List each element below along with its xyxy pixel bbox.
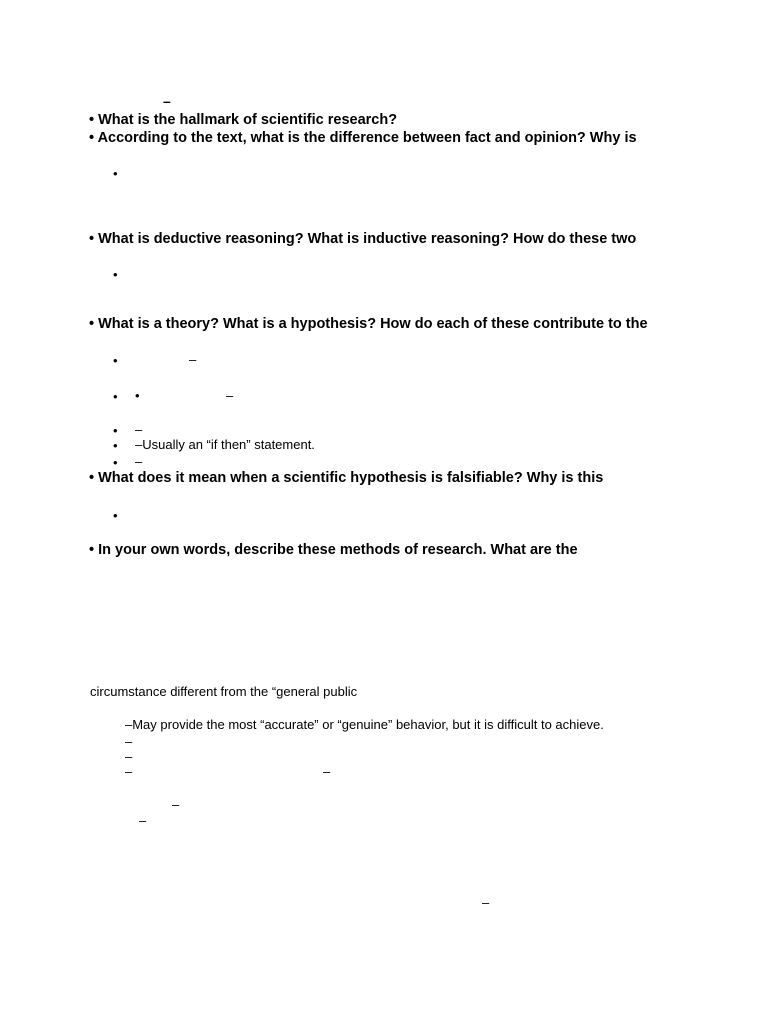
bullet: • (113, 267, 118, 282)
dash: – (139, 813, 147, 828)
dash: – (172, 797, 180, 812)
question-falsifiable: • What does it mean when a scientific hypothesis is falsifiable? Why is this (89, 470, 604, 486)
question-reasoning: • What is deductive reasoning? What is inductive reasoning? How do these two (89, 231, 637, 247)
dash: – (125, 734, 133, 749)
bullet: • (113, 353, 118, 368)
dash: – (125, 749, 133, 764)
top-dash: – (163, 93, 171, 109)
bullet: • (113, 166, 118, 181)
dash: – (189, 352, 197, 367)
dash: – (135, 454, 143, 469)
dash: – (135, 422, 143, 437)
circumstance-text: circumstance different from the “general public (90, 684, 358, 699)
question-theory-hypothesis: • What is a theory? What is a hypothesis? How do each of these contribute to the (89, 316, 648, 332)
dash: – (482, 895, 490, 910)
dash: – (125, 764, 133, 779)
bullet: • (113, 455, 118, 470)
question-fact-opinion: • According to the text, what is the difference between fact and opinion? Why is (89, 130, 637, 146)
bullet: • (113, 438, 118, 453)
question-hallmark: • What is the hallmark of scientific research? (89, 112, 398, 128)
dash: – (323, 764, 331, 779)
question-methods: • In your own words, describe these methods of research. What are the (89, 542, 578, 558)
dash: – (226, 388, 234, 403)
bullet: • (113, 508, 118, 523)
bullet: • (113, 389, 118, 404)
bullet: • (113, 423, 118, 438)
if-then-note: –Usually an “if then” statement. (135, 437, 315, 452)
accurate-note: –May provide the most “accurate” or “genuine” behavior, but it is difficult to achieve. (125, 717, 604, 732)
bullet: • (135, 388, 140, 403)
